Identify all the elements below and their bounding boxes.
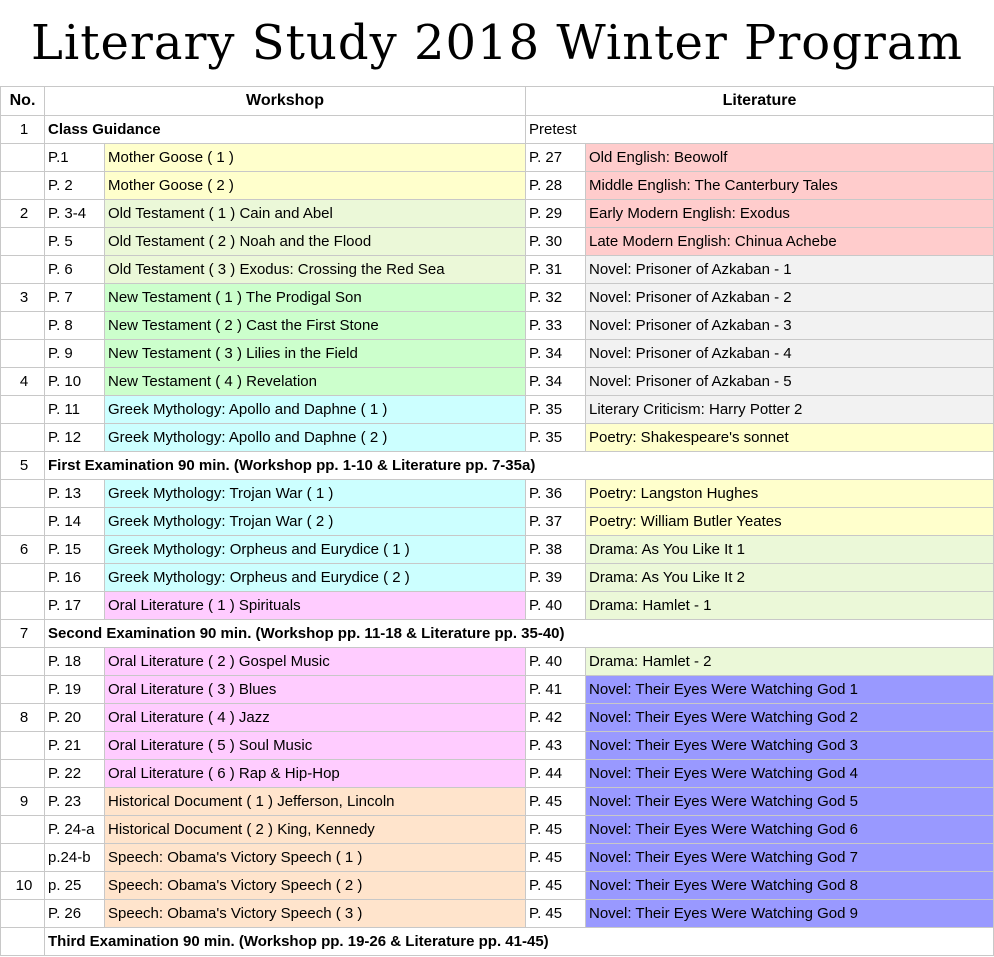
workshop-title: Greek Mythology: Trojan War ( 1 ) (105, 480, 526, 508)
session-number (1, 732, 45, 760)
literature-page: P. 40 (526, 648, 586, 676)
session-number: 7 (1, 620, 45, 648)
workshop-title: Greek Mythology: Trojan War ( 2 ) (105, 508, 526, 536)
literature-page: P. 34 (526, 340, 586, 368)
workshop-page: P. 5 (45, 228, 105, 256)
literature-title: Novel: Their Eyes Were Watching God 6 (586, 816, 994, 844)
table-row (1, 396, 994, 424)
workshop-page: P. 11 (45, 396, 105, 424)
workshop-page: p. 25 (45, 872, 105, 900)
workshop-title: Speech: Obama's Victory Speech ( 2 ) (105, 872, 526, 900)
workshop-title: New Testament ( 2 ) Cast the First Stone (105, 312, 526, 340)
table-row (1, 704, 994, 732)
session-number (1, 844, 45, 872)
exam-row (1, 928, 994, 956)
table-row (1, 872, 994, 900)
literature-page: P. 43 (526, 732, 586, 760)
literature-page: P. 45 (526, 872, 586, 900)
workshop-title: Historical Document ( 2 ) King, Kennedy (105, 816, 526, 844)
literature-title: Novel: Their Eyes Were Watching God 4 (586, 760, 994, 788)
session-number (1, 928, 45, 956)
exam-label: First Examination 90 min. (Workshop pp. 1-10 & Literature pp. 7-35a) (45, 452, 994, 480)
literature-title: Novel: Prisoner of Azkaban - 5 (586, 368, 994, 396)
workshop-title: Old Testament ( 2 ) Noah and the Flood (105, 228, 526, 256)
table-row (1, 844, 994, 872)
table-row (1, 480, 994, 508)
workshop-title: Greek Mythology: Orpheus and Eurydice ( 2 ) (105, 564, 526, 592)
literature-title: Literary Criticism: Harry Potter 2 (586, 396, 994, 424)
session-number (1, 340, 45, 368)
workshop-page: P. 18 (45, 648, 105, 676)
literature-title: Novel: Their Eyes Were Watching God 7 (586, 844, 994, 872)
table-row (1, 788, 994, 816)
exam-label: Third Examination 90 min. (Workshop pp. 19-26 & Literature pp. 41-45) (45, 928, 994, 956)
workshop-title: New Testament ( 1 ) The Prodigal Son (105, 284, 526, 312)
session-number: 8 (1, 704, 45, 732)
literature-page: P. 45 (526, 900, 586, 928)
workshop-page: P. 15 (45, 536, 105, 564)
workshop-title: New Testament ( 4 ) Revelation (105, 368, 526, 396)
session-number (1, 816, 45, 844)
literature-title: Novel: Their Eyes Were Watching God 1 (586, 676, 994, 704)
session-number (1, 900, 45, 928)
literature-title: Novel: Their Eyes Were Watching God 5 (586, 788, 994, 816)
table-row (1, 256, 994, 284)
table-row (1, 900, 994, 928)
literature-page: P. 38 (526, 536, 586, 564)
literature-page: P. 45 (526, 844, 586, 872)
workshop-title: Speech: Obama's Victory Speech ( 3 ) (105, 900, 526, 928)
workshop-page: P. 19 (45, 676, 105, 704)
literature-title: Novel: Their Eyes Were Watching God 3 (586, 732, 994, 760)
header-workshop: Workshop (45, 87, 526, 116)
workshop-page: P. 9 (45, 340, 105, 368)
table-row (1, 200, 994, 228)
session-number: 1 (1, 116, 45, 144)
page-title: Literary Study 2018 Winter Program (30, 15, 963, 71)
literature-page: P. 33 (526, 312, 586, 340)
table-row (1, 564, 994, 592)
session-number: 3 (1, 284, 45, 312)
workshop-entry: Class Guidance (45, 116, 526, 144)
workshop-page: P. 26 (45, 900, 105, 928)
session-number (1, 508, 45, 536)
session-number (1, 648, 45, 676)
literature-title: Drama: Hamlet - 2 (586, 648, 994, 676)
table-row (1, 536, 994, 564)
workshop-title: Old Testament ( 3 ) Exodus: Crossing the Red Sea (105, 256, 526, 284)
literature-title: Poetry: Shakespeare's sonnet (586, 424, 994, 452)
literature-title: Middle English: The Canterbury Tales (586, 172, 994, 200)
workshop-title: Oral Literature ( 2 ) Gospel Music (105, 648, 526, 676)
session-number (1, 172, 45, 200)
table-row (1, 592, 994, 620)
table-row (1, 284, 994, 312)
workshop-page: P. 7 (45, 284, 105, 312)
literature-page: P. 27 (526, 144, 586, 172)
schedule-table (0, 86, 994, 956)
table-row (1, 228, 994, 256)
literature-page: P. 45 (526, 816, 586, 844)
exam-label: Second Examination 90 min. (Workshop pp. 11-18 & Literature pp. 35-40) (45, 620, 994, 648)
workshop-page: P. 23 (45, 788, 105, 816)
literature-page: P. 37 (526, 508, 586, 536)
workshop-title: Speech: Obama's Victory Speech ( 1 ) (105, 844, 526, 872)
literature-title: Drama: Hamlet - 1 (586, 592, 994, 620)
literature-page: P. 42 (526, 704, 586, 732)
table-row (1, 760, 994, 788)
workshop-title: New Testament ( 3 ) Lilies in the Field (105, 340, 526, 368)
table-row (1, 816, 994, 844)
workshop-title: Oral Literature ( 3 ) Blues (105, 676, 526, 704)
literature-title: Novel: Prisoner of Azkaban - 4 (586, 340, 994, 368)
session-number: 6 (1, 536, 45, 564)
session-number: 4 (1, 368, 45, 396)
workshop-title: Mother Goose ( 2 ) (105, 172, 526, 200)
table-row (1, 312, 994, 340)
header-literature: Literature (526, 87, 994, 116)
literature-title: Novel: Prisoner of Azkaban - 2 (586, 284, 994, 312)
literature-title: Drama: As You Like It 2 (586, 564, 994, 592)
session-number (1, 396, 45, 424)
literature-title: Poetry: Langston Hughes (586, 480, 994, 508)
literature-page: P. 30 (526, 228, 586, 256)
literature-page: P. 41 (526, 676, 586, 704)
literature-page: P. 40 (526, 592, 586, 620)
workshop-page: P.1 (45, 144, 105, 172)
header-row (1, 87, 994, 116)
workshop-page: P. 8 (45, 312, 105, 340)
literature-title: Drama: As You Like It 1 (586, 536, 994, 564)
workshop-page: P. 12 (45, 424, 105, 452)
workshop-page: P. 22 (45, 760, 105, 788)
literature-title: Early Modern English: Exodus (586, 200, 994, 228)
table-row (1, 508, 994, 536)
session-number (1, 676, 45, 704)
workshop-page: p.24-b (45, 844, 105, 872)
literature-page: P. 28 (526, 172, 586, 200)
session-number (1, 256, 45, 284)
literature-page: P. 45 (526, 788, 586, 816)
workshop-title: Oral Literature ( 4 ) Jazz (105, 704, 526, 732)
literature-page: P. 44 (526, 760, 586, 788)
literature-title: Novel: Prisoner of Azkaban - 3 (586, 312, 994, 340)
literature-title: Novel: Their Eyes Were Watching God 8 (586, 872, 994, 900)
session-number (1, 564, 45, 592)
workshop-title: Oral Literature ( 5 ) Soul Music (105, 732, 526, 760)
literature-title: Novel: Prisoner of Azkaban - 1 (586, 256, 994, 284)
workshop-title: Oral Literature ( 6 ) Rap & Hip-Hop (105, 760, 526, 788)
table-row (1, 732, 994, 760)
table-row (1, 340, 994, 368)
session-number (1, 228, 45, 256)
literature-title: Poetry: William Butler Yeates (586, 508, 994, 536)
literature-page: P. 31 (526, 256, 586, 284)
class-guidance-row (1, 116, 994, 144)
literature-title: Novel: Their Eyes Were Watching God 9 (586, 900, 994, 928)
literature-page: P. 32 (526, 284, 586, 312)
workshop-title: Greek Mythology: Apollo and Daphne ( 1 ) (105, 396, 526, 424)
session-number: 9 (1, 788, 45, 816)
workshop-title: Greek Mythology: Apollo and Daphne ( 2 ) (105, 424, 526, 452)
workshop-page: P. 2 (45, 172, 105, 200)
session-number (1, 480, 45, 508)
session-number (1, 760, 45, 788)
exam-row (1, 452, 994, 480)
table-row (1, 424, 994, 452)
session-number: 5 (1, 452, 45, 480)
literature-page: P. 34 (526, 368, 586, 396)
literature-page: P. 35 (526, 424, 586, 452)
table-row (1, 144, 994, 172)
table-row (1, 648, 994, 676)
literature-page: P. 39 (526, 564, 586, 592)
workshop-title: Mother Goose ( 1 ) (105, 144, 526, 172)
table-row (1, 368, 994, 396)
workshop-page: P. 14 (45, 508, 105, 536)
workshop-title: Old Testament ( 1 ) Cain and Abel (105, 200, 526, 228)
header-no: No. (1, 87, 45, 116)
table-row (1, 172, 994, 200)
workshop-page: P. 24-a (45, 816, 105, 844)
session-number (1, 424, 45, 452)
literature-page: P. 29 (526, 200, 586, 228)
literature-title: Novel: Their Eyes Were Watching God 2 (586, 704, 994, 732)
exam-row (1, 620, 994, 648)
workshop-page: P. 6 (45, 256, 105, 284)
workshop-title: Historical Document ( 1 ) Jefferson, Lincoln (105, 788, 526, 816)
literature-page: P. 35 (526, 396, 586, 424)
workshop-page: P. 17 (45, 592, 105, 620)
session-number: 2 (1, 200, 45, 228)
workshop-title: Greek Mythology: Orpheus and Eurydice ( 1 ) (105, 536, 526, 564)
session-number (1, 312, 45, 340)
literature-title: Late Modern English: Chinua Achebe (586, 228, 994, 256)
literature-page: P. 36 (526, 480, 586, 508)
workshop-page: P. 3-4 (45, 200, 105, 228)
literature-title: Old English: Beowolf (586, 144, 994, 172)
workshop-page: P. 10 (45, 368, 105, 396)
session-number: 10 (1, 872, 45, 900)
literature-entry: Pretest (526, 116, 994, 144)
table-row (1, 676, 994, 704)
workshop-page: P. 21 (45, 732, 105, 760)
session-number (1, 592, 45, 620)
workshop-page: P. 20 (45, 704, 105, 732)
workshop-page: P. 13 (45, 480, 105, 508)
workshop-page: P. 16 (45, 564, 105, 592)
session-number (1, 144, 45, 172)
workshop-title: Oral Literature ( 1 ) Spirituals (105, 592, 526, 620)
